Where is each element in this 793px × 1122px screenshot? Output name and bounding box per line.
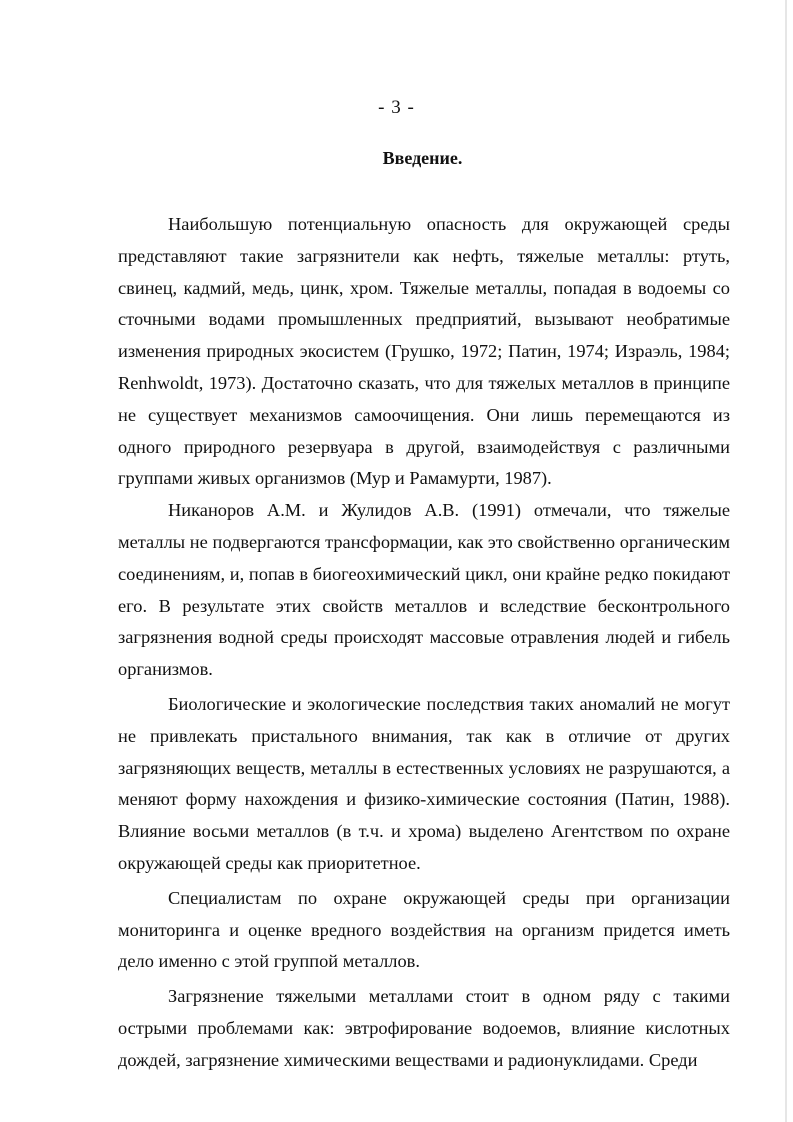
paragraph-3: Биологические и экологические последствия таких аномалий не могут не привлекать пристального внимания, так как в отличие от других загрязняющих веществ, металлы в естественных условиях не разрушаются, а меняют форму нахождения и физико-химические состояния (Патин, 1988). Влияние восьми металлов (в т.ч. и хрома) выделено Агентством по охране окружающей среды как приоритетное. <box>118 693 730 873</box>
page-number: - 3 - <box>378 97 415 118</box>
paragraph-5: Загрязнение тяжелыми металлами стоит в одном ряду с такими острыми проблемами как: эвтрофирование водоемов, влияние кислотных дождей, загрязнение химическими веществами и радионуклидами. Среди <box>118 986 730 1070</box>
paragraph-1: Наибольшую потенциальную опасность для окружающей среды представляют такие загрязнители как нефть, тяжелые металлы: ртуть, свинец, кадмий, медь, цинк, хром. Тяжелые металлы, попадая в водоемы со сточными водами промышленных предприятий, вызывают необратимые изменения природных экосистем (Грушко, 1972; Патин, 1974; Израэль, 1984; Renhwoldt, 1973). Достаточно сказать, что для тяжелых металлов в принципе не существует механизмов самоочищения. Они лишь перемещаются из одного природного резервуара в другой, взаимодействуя с различными группами живых организмов (Мур и Рамамурти, 1987). <box>118 214 730 489</box>
paragraph-2: Никаноров А.М. и Жулидов А.В. (1991) отмечали, что тяжелые металлы не подвергаются трансформации, как это свойственно органическим соединениям, и, попав в биогеохимический цикл, они крайне редко покидают его. В результате этих свойств металлов и вследствие бесконтрольного загрязнения водной среды происходят массовые отравления людей и гибель организмов. <box>118 500 730 680</box>
paragraph-4: Специалистам по охране окружающей среды при организации мониторинга и оценке вредного воздействия на организм придется иметь дело именно с этой группой металлов. <box>118 887 730 972</box>
body-text <box>118 209 730 1077</box>
section-title: Введение. <box>382 148 463 168</box>
